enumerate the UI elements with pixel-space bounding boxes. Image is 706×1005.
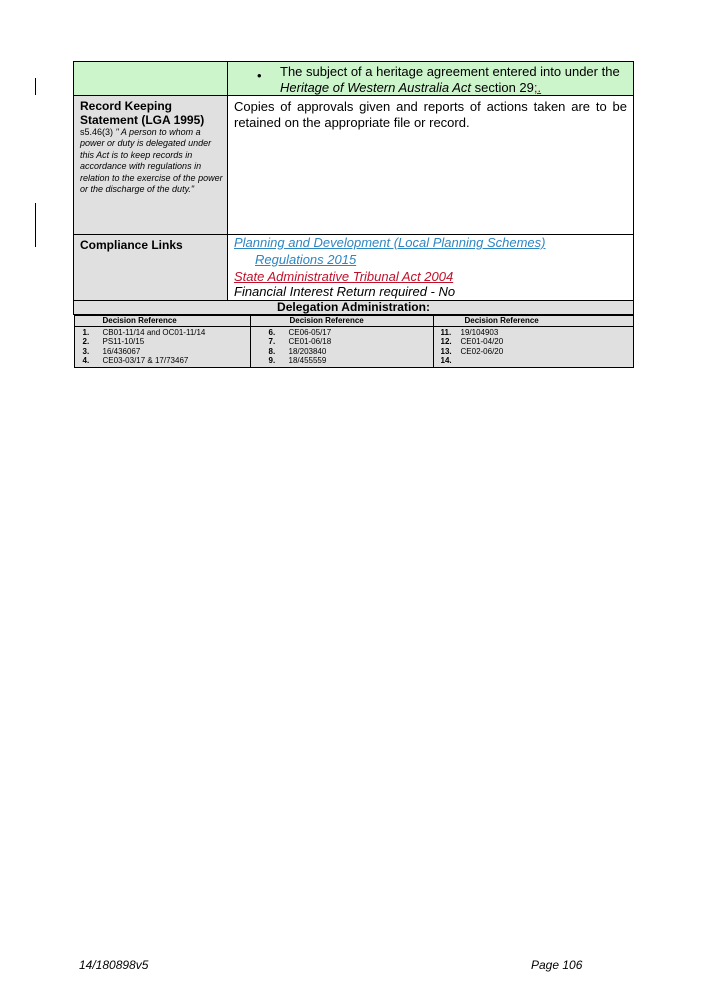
change-bar <box>35 78 36 95</box>
reference-number: 13. <box>440 346 452 356</box>
compliance-title: Compliance Links <box>80 238 183 252</box>
column-header: Decision Reference <box>102 315 177 325</box>
reference-item <box>83 347 250 357</box>
record-keeping-row <box>74 96 634 235</box>
reference-item <box>441 328 633 338</box>
reference-number: 14. <box>440 356 452 365</box>
reference-value: CE06-05/17 <box>288 327 332 337</box>
delegation-admin-title: Delegation Administration: <box>74 300 634 314</box>
bullet-line1: The subject of a heritage agreement entered into under the <box>280 64 620 79</box>
record-keeping-text: Copies of approvals given and reports of actions taken are to be retained on the appropriate file or record. <box>234 99 627 130</box>
reference-column <box>434 327 633 367</box>
reference-number: 9. <box>268 356 276 365</box>
section-quote: " A person to whom a power or duty is delegated under this Act is to keep records in accordance with regulations in relation to the exercise of the power or the discharge of the duty." <box>80 127 223 195</box>
compliance-links-cell <box>228 235 634 301</box>
reference-value: 18/455559 <box>288 356 327 365</box>
reference-item <box>83 356 250 366</box>
compliance-row <box>74 235 634 301</box>
reference-column <box>75 327 250 367</box>
reference-value: CE01-04/20 <box>460 337 504 346</box>
decision-reference-table <box>74 315 634 368</box>
admin-header-row <box>74 300 634 314</box>
reference-value: 18/203840 <box>288 346 327 356</box>
reference-number: 8. <box>268 346 276 356</box>
empty-label-cell <box>74 62 228 96</box>
reference-number: 7. <box>268 337 276 346</box>
reference-value: CB01-11/14 and OC01-11/14 <box>102 327 206 337</box>
record-keeping-quote <box>74 127 227 197</box>
reference-item <box>269 337 433 347</box>
change-bar <box>35 203 36 247</box>
tracked-change-mark: ;. <box>533 80 542 95</box>
reference-value: CE02-06/20 <box>460 346 504 356</box>
reference-item <box>83 337 250 347</box>
doc-id: 14/180898v5 <box>79 958 149 972</box>
bullet-tail: section 29 <box>471 80 534 95</box>
reference-value: 16/436067 <box>102 346 141 356</box>
column-header: Decision Reference <box>464 315 539 325</box>
reference-value: CE01-06/18 <box>288 337 332 346</box>
reference-item <box>441 337 633 347</box>
bullet-text <box>280 64 635 96</box>
reference-number: 6. <box>268 327 276 337</box>
record-keeping-label-cell <box>74 96 228 235</box>
planning-regulations-link[interactable]: Planning and Development (Local Planning Schemes) <box>234 235 546 250</box>
reference-number: 2. <box>82 337 90 346</box>
reference-item <box>441 347 633 357</box>
reference-number: 4. <box>82 356 90 365</box>
admin-ref-row <box>74 314 634 368</box>
reference-item <box>269 347 433 357</box>
reference-value: CE03-03/17 & 17/73467 <box>102 356 189 365</box>
reference-value: 19/104903 <box>460 327 499 337</box>
planning-regulations-link-cont[interactable]: Regulations 2015 <box>255 251 357 267</box>
reference-number: 3. <box>82 346 90 356</box>
compliance-links <box>228 235 633 300</box>
record-keeping-text-cell <box>228 96 634 235</box>
reference-number: 1. <box>82 327 90 337</box>
bullet-cell <box>228 62 634 96</box>
column-header: Decision Reference <box>289 315 364 325</box>
reference-item <box>83 328 250 338</box>
delegation-table <box>73 61 634 368</box>
reference-item <box>441 356 633 366</box>
reference-number: 12. <box>440 337 452 346</box>
act-name: Heritage of Western Australia Act <box>280 80 471 95</box>
sat-act-link[interactable]: State Administrative Tribunal Act 2004 <box>234 268 454 284</box>
reference-item <box>269 356 433 366</box>
record-keeping-title: Record Keeping Statement (LGA 1995) <box>80 99 205 127</box>
reference-column <box>251 327 433 367</box>
reference-value: PS11-10/15 <box>102 337 145 346</box>
reference-number: 11. <box>440 327 452 337</box>
financial-interest-text: Financial Interest Return required - No <box>234 284 456 299</box>
page-number: Page 106 <box>531 958 583 972</box>
section-ref: s5.46(3) <box>80 127 116 137</box>
bullet-row <box>74 62 634 96</box>
bullet-icon: • <box>257 68 262 83</box>
reference-item <box>269 328 433 338</box>
compliance-label-cell <box>74 235 228 301</box>
